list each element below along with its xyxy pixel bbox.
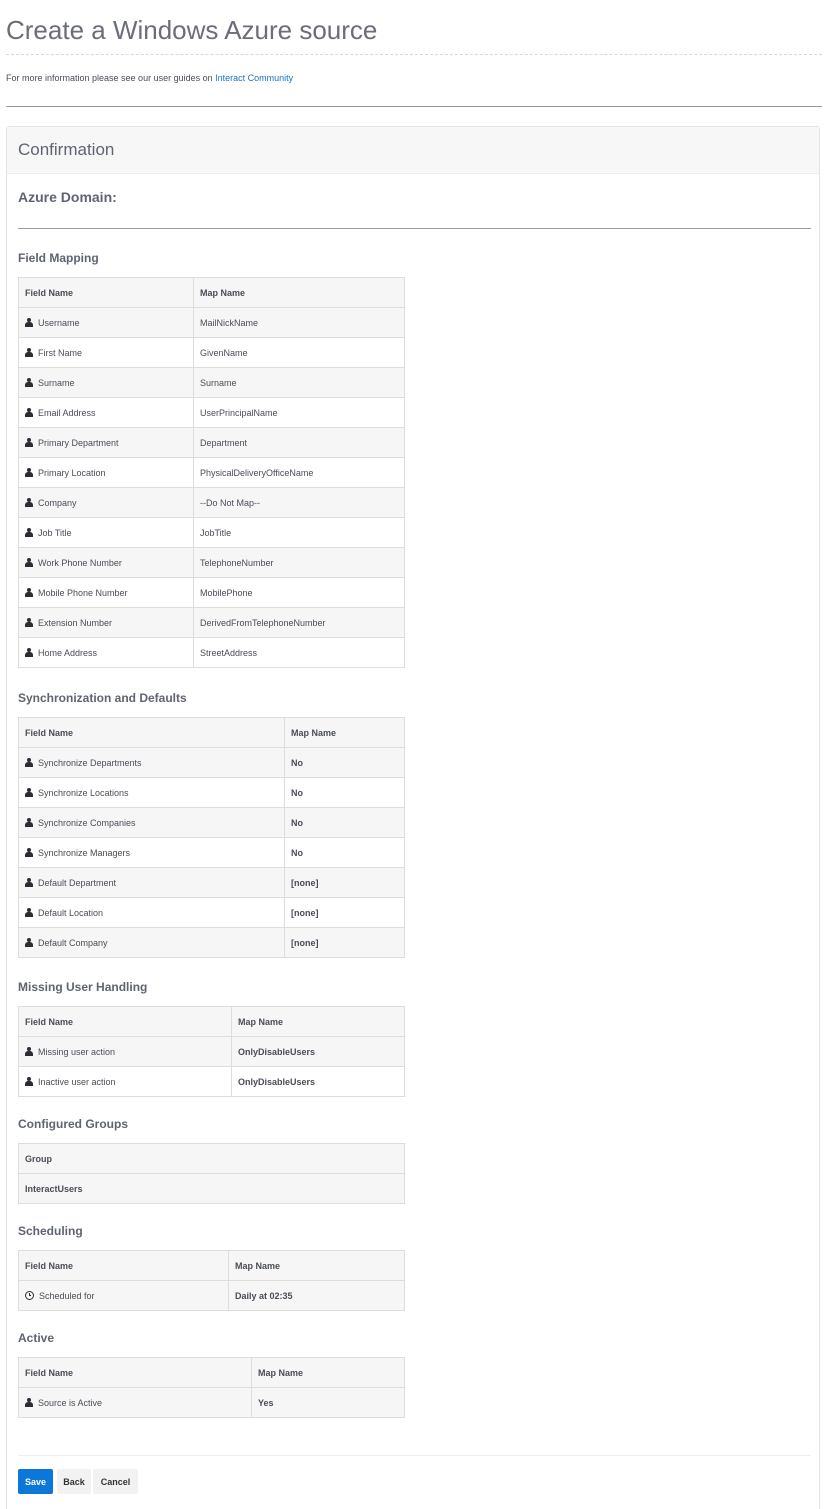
field-name-cell xyxy=(19,458,194,488)
table-header-row xyxy=(19,278,405,308)
field-name-cell xyxy=(19,1037,232,1067)
column-header: Map Name xyxy=(194,278,405,308)
field-name-cell xyxy=(19,548,194,578)
field-name-cell xyxy=(19,928,285,958)
domain-divider xyxy=(18,228,811,229)
map-name-cell: JobTitle xyxy=(194,518,405,548)
user-icon xyxy=(25,908,33,917)
field-name-label: Home Address xyxy=(38,647,98,658)
map-name-cell: No xyxy=(285,778,405,808)
user-icon xyxy=(25,378,33,387)
field-name-cell xyxy=(19,338,194,368)
map-name-cell: [none] xyxy=(285,898,405,928)
user-icon xyxy=(25,498,33,507)
user-icon xyxy=(25,408,33,417)
map-name-cell: DerivedFromTelephoneNumber xyxy=(194,608,405,638)
title-divider xyxy=(6,54,822,55)
table-row xyxy=(19,778,405,808)
field-name-label: Default Location xyxy=(38,907,104,918)
footer-divider xyxy=(18,1455,811,1456)
table-row xyxy=(19,1388,405,1418)
table-header-row xyxy=(19,1358,405,1388)
info-text: For more information please see our user guides on xyxy=(6,73,216,83)
map-name-cell: OnlyDisableUsers xyxy=(232,1037,405,1067)
table-row xyxy=(19,1281,405,1311)
user-icon xyxy=(25,348,33,357)
field-name-label: Default Company xyxy=(38,937,108,948)
column-header: Field Name xyxy=(19,278,194,308)
table-row xyxy=(19,838,405,868)
field-name-cell xyxy=(19,428,194,458)
field-name-label: Inactive user action xyxy=(38,1076,116,1087)
confirmation-panel xyxy=(6,126,820,1509)
field-name-label: Synchronize Companies xyxy=(38,817,136,828)
interact-community-link[interactable]: Interact Community xyxy=(215,73,294,83)
field-name-cell xyxy=(19,898,285,928)
field-name-label: Synchronize Departments xyxy=(38,757,142,768)
field-name-cell xyxy=(19,1281,229,1311)
map-name-cell: No xyxy=(285,748,405,778)
table-row xyxy=(19,808,405,838)
table-header-row xyxy=(19,1144,405,1174)
user-icon xyxy=(25,878,33,887)
field-name-cell xyxy=(19,838,285,868)
table-row xyxy=(19,1174,405,1204)
azure-domain-label: Azure Domain: xyxy=(18,189,117,205)
user-icon xyxy=(25,848,33,857)
field-name-label: Mobile Phone Number xyxy=(38,587,128,598)
table-row xyxy=(19,368,405,398)
configured-groups-table xyxy=(18,1143,405,1204)
user-icon xyxy=(25,618,33,627)
clock-icon xyxy=(25,1291,34,1300)
table-row xyxy=(19,428,405,458)
user-icon xyxy=(25,588,33,597)
field-name-label: Company xyxy=(38,497,77,508)
column-header: Field Name xyxy=(19,1251,229,1281)
table-header-row xyxy=(19,1251,405,1281)
map-name-cell: GivenName xyxy=(194,338,405,368)
panel-title: Confirmation xyxy=(18,140,115,159)
field-name-label: Missing user action xyxy=(38,1046,116,1057)
map-name-cell: [none] xyxy=(285,928,405,958)
field-name-label: Surname xyxy=(38,377,75,388)
user-icon xyxy=(25,1077,33,1086)
header-divider xyxy=(6,106,822,107)
map-name-cell: MobilePhone xyxy=(194,578,405,608)
missing-user-title: Missing User Handling xyxy=(18,980,148,994)
sync-defaults-table xyxy=(18,717,405,958)
field-name-label: First Name xyxy=(38,347,83,358)
field-name-label: Source is Active xyxy=(38,1397,103,1408)
info-line xyxy=(6,73,293,83)
field-name-cell xyxy=(19,808,285,838)
field-name-label: Work Phone Number xyxy=(38,557,122,568)
field-name-label: Job Title xyxy=(38,527,72,538)
table-row xyxy=(19,338,405,368)
column-header: Field Name xyxy=(19,718,285,748)
field-name-cell xyxy=(19,868,285,898)
user-icon xyxy=(25,938,33,947)
field-name-label: Synchronize Locations xyxy=(38,787,129,798)
save-button[interactable]: Save xyxy=(18,1469,53,1494)
field-name-cell xyxy=(19,578,194,608)
map-name-cell: StreetAddress xyxy=(194,638,405,668)
user-icon xyxy=(25,438,33,447)
field-name-label: Extension Number xyxy=(38,617,113,628)
column-header: Map Name xyxy=(285,718,405,748)
field-name-cell xyxy=(19,638,194,668)
configured-groups-title: Configured Groups xyxy=(18,1117,128,1131)
panel-header xyxy=(7,127,819,174)
column-header: Field Name xyxy=(19,1358,252,1388)
map-name-cell: PhysicalDeliveryOfficeName xyxy=(194,458,405,488)
back-button[interactable]: Back xyxy=(57,1469,91,1494)
user-icon xyxy=(25,528,33,537)
user-icon xyxy=(25,758,33,767)
field-name-label: Email Address xyxy=(38,407,96,418)
user-icon xyxy=(25,558,33,567)
sync-defaults-title: Synchronization and Defaults xyxy=(18,691,187,705)
table-row xyxy=(19,1037,405,1067)
page-title: Create a Windows Azure source xyxy=(6,15,378,45)
field-name-label: Synchronize Managers xyxy=(38,847,131,858)
map-name-cell: Surname xyxy=(194,368,405,398)
field-name-cell xyxy=(19,398,194,428)
table-header-row xyxy=(19,1007,405,1037)
field-name-label: Primary Department xyxy=(38,437,119,448)
user-icon xyxy=(25,1398,33,1407)
map-name-cell: TelephoneNumber xyxy=(194,548,405,578)
field-name-cell xyxy=(19,608,194,638)
column-header: Field Name xyxy=(19,1007,232,1037)
missing-user-table xyxy=(18,1006,405,1097)
table-row xyxy=(19,518,405,548)
table-row xyxy=(19,578,405,608)
map-name-cell: OnlyDisableUsers xyxy=(232,1067,405,1097)
table-row xyxy=(19,458,405,488)
user-icon xyxy=(25,318,33,327)
table-row xyxy=(19,748,405,778)
map-name-cell: Department xyxy=(194,428,405,458)
field-name-cell xyxy=(19,488,194,518)
table-row xyxy=(19,488,405,518)
user-icon xyxy=(25,648,33,657)
map-name-cell: [none] xyxy=(285,868,405,898)
field-name-cell xyxy=(19,778,285,808)
field-name-cell xyxy=(19,518,194,548)
active-table xyxy=(18,1357,405,1418)
column-header: Map Name xyxy=(252,1358,405,1388)
column-header: Map Name xyxy=(232,1007,405,1037)
field-name-cell xyxy=(19,1067,232,1097)
table-row xyxy=(19,638,405,668)
user-icon xyxy=(25,1047,33,1056)
map-name-cell: Yes xyxy=(252,1388,405,1418)
table-row xyxy=(19,1067,405,1097)
map-name-cell: No xyxy=(285,808,405,838)
user-icon xyxy=(25,468,33,477)
field-name-cell xyxy=(19,308,194,338)
map-name-cell: MailNickName xyxy=(194,308,405,338)
table-row xyxy=(19,308,405,338)
map-name-cell: Daily at 02:35 xyxy=(229,1281,405,1311)
table-row xyxy=(19,898,405,928)
table-header-row xyxy=(19,718,405,748)
field-name-label: Username xyxy=(38,317,80,328)
column-header: Group xyxy=(19,1144,405,1174)
field-mapping-title: Field Mapping xyxy=(18,251,99,265)
field-mapping-table xyxy=(18,277,405,668)
column-header: Map Name xyxy=(229,1251,405,1281)
field-name-label: Scheduled for xyxy=(39,1290,95,1301)
user-icon xyxy=(25,788,33,797)
table-row xyxy=(19,398,405,428)
field-name-cell xyxy=(19,1388,252,1418)
scheduling-table xyxy=(18,1250,405,1311)
cancel-button[interactable]: Cancel xyxy=(93,1469,138,1494)
field-name-cell xyxy=(19,368,194,398)
table-row xyxy=(19,868,405,898)
user-icon xyxy=(25,818,33,827)
map-name-cell: No xyxy=(285,838,405,868)
active-title: Active xyxy=(18,1331,55,1345)
table-row xyxy=(19,548,405,578)
field-name-cell xyxy=(19,748,285,778)
scheduling-title: Scheduling xyxy=(18,1224,83,1238)
field-name-label: Primary Location xyxy=(38,467,106,478)
table-row xyxy=(19,608,405,638)
map-name-cell: --Do Not Map-- xyxy=(194,488,405,518)
group-cell: InteractUsers xyxy=(19,1174,405,1204)
field-name-label: Default Department xyxy=(38,877,117,888)
table-row xyxy=(19,928,405,958)
map-name-cell: UserPrincipalName xyxy=(194,398,405,428)
